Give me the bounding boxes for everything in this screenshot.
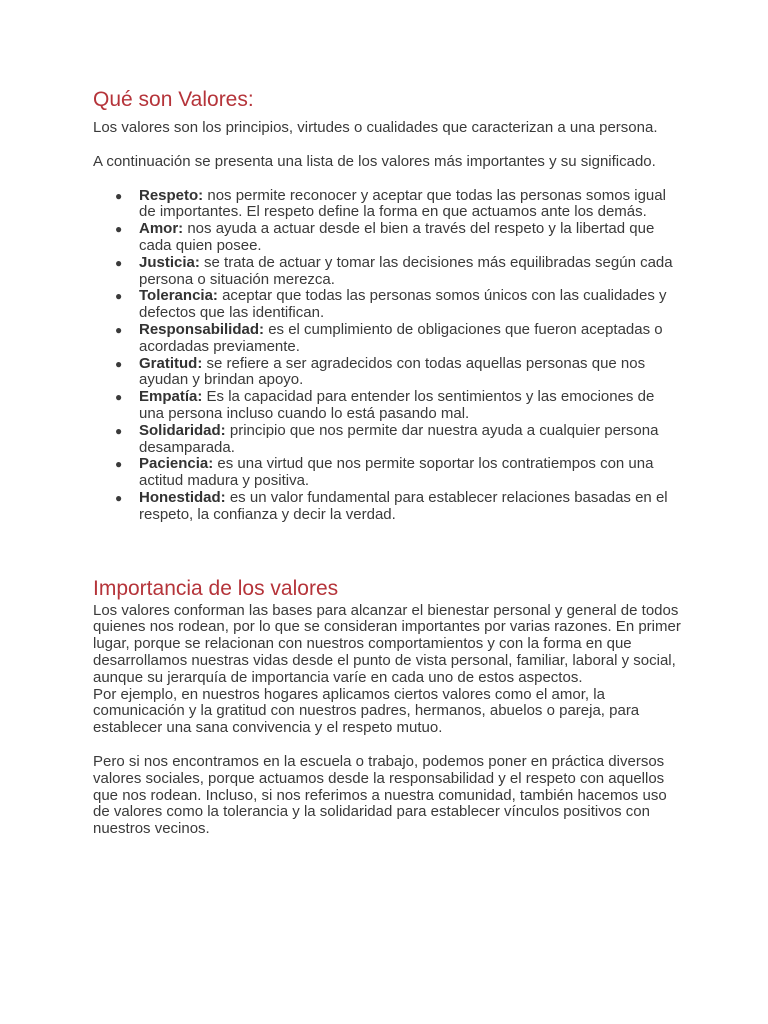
value-description: es un valor fundamental para establecer relaciones basadas en el respeto, la confianza y decir la verdad. [139,488,668,523]
value-term: Tolerancia: [139,287,218,305]
list-item-empatia [93,389,683,423]
importance-paragraph-3: Pero si nos encontramos en la escuela o trabajo, podemos poner en práctica diversos valores sociales, porque actuamos desde la responsabilidad y el respeto con aquellos que nos rodean. Incluso, si nos referimos a nuestra comunidad, también hacemos uso de valores como la tolerancia y la solidaridad para establecer vínculos positivos con nuestros vecinos. [93,752,667,838]
value-term: Amor: [139,220,184,238]
value-term: Respeto: [139,186,204,204]
list-item-amor [93,221,683,255]
bullet-icon: ● [115,457,123,472]
value-term: Responsabilidad: [139,320,265,338]
list-item-responsabilidad [93,322,683,356]
bullet-icon: ● [115,356,123,371]
bullet-icon: ● [115,188,123,203]
importance-paragraph-1: Los valores conforman las bases para alcanzar el bienestar personal y general de todos quienes nos rodean, por lo que se consideran importantes por varias razones. En primer lugar, porque se relacionan con nuestros comportamientos y con la forma en que desarrollamos nuestras vidas desde el punto de vista personal, familiar, laboral y social, aunque su jerarquía de importancia varíe en cada uno de estos aspectos. [93,601,681,686]
value-description: principio que nos permite dar nuestra ayuda a cualquier persona desamparada. [139,421,659,456]
list-item-solidaridad [93,423,683,457]
list-intro-paragraph: A continuación se presenta una lista de los valores más importantes y su significado. [93,152,656,170]
bullet-icon: ● [115,222,123,237]
document-page [93,86,683,838]
value-description: nos permite reconocer y aceptar que todas las personas somos igual de importantes. El respeto define la forma en que actuamos ante los demás. [139,186,666,221]
list-item-gratitud [93,356,683,390]
bullet-icon: ● [115,322,123,337]
value-term: Justicia: [139,253,200,271]
value-term: Gratitud: [139,354,203,372]
value-term: Paciencia: [139,455,214,473]
list-item-paciencia [93,456,683,490]
bullet-icon: ● [115,490,123,505]
value-term: Solidaridad: [139,421,226,439]
list-item-tolerancia [93,288,683,322]
value-term: Empatía: [139,388,203,406]
bullet-icon: ● [115,390,123,405]
importance-paragraph-2: Por ejemplo, en nuestros hogares aplicamos ciertos valores como el amor, la comunicación y la gratitud con nuestros padres, hermanos, abuelos o pareja, para establecer una sana convivencia y el respeto mutuo. [93,685,640,737]
bullet-icon: ● [115,423,123,438]
bullet-icon: ● [115,289,123,304]
heading-que-son-valores: Qué son Valores: [93,88,254,111]
heading-importancia: Importancia de los valores [93,576,339,600]
value-description: Es la capacidad para entender los sentimientos y las emociones de una persona incluso cuando lo está pasando mal. [139,388,655,422]
value-term: Honestidad: [139,488,226,506]
value-description: se trata de actuar y tomar las decisiones más equilibradas según cada persona o situación merezca. [139,253,673,288]
values-list [93,188,683,524]
list-item-honestidad [93,490,683,524]
value-description: se refiere a ser agradecidos con todas aquellas personas que nos ayudan y brindan apoyo. [139,354,646,389]
list-item-justicia [93,255,683,289]
value-description: nos ayuda a actuar desde el bien a través del respeto y la libertad que cada quien posee. [139,220,655,254]
bullet-icon: ● [115,255,123,270]
value-description: aceptar que todas las personas somos únicos con las cualidades y defectos que las identifican. [139,287,667,322]
value-description: es el cumplimiento de obligaciones que fueron aceptadas o acordadas previamente. [139,320,663,355]
value-description: es una virtud que nos permite soportar los contratiempos con una actitud madura y positiva. [139,455,654,490]
intro-paragraph: Los valores son los principios, virtudes o cualidades que caracterizan a una persona. [93,119,658,136]
list-item-respeto [93,188,683,222]
